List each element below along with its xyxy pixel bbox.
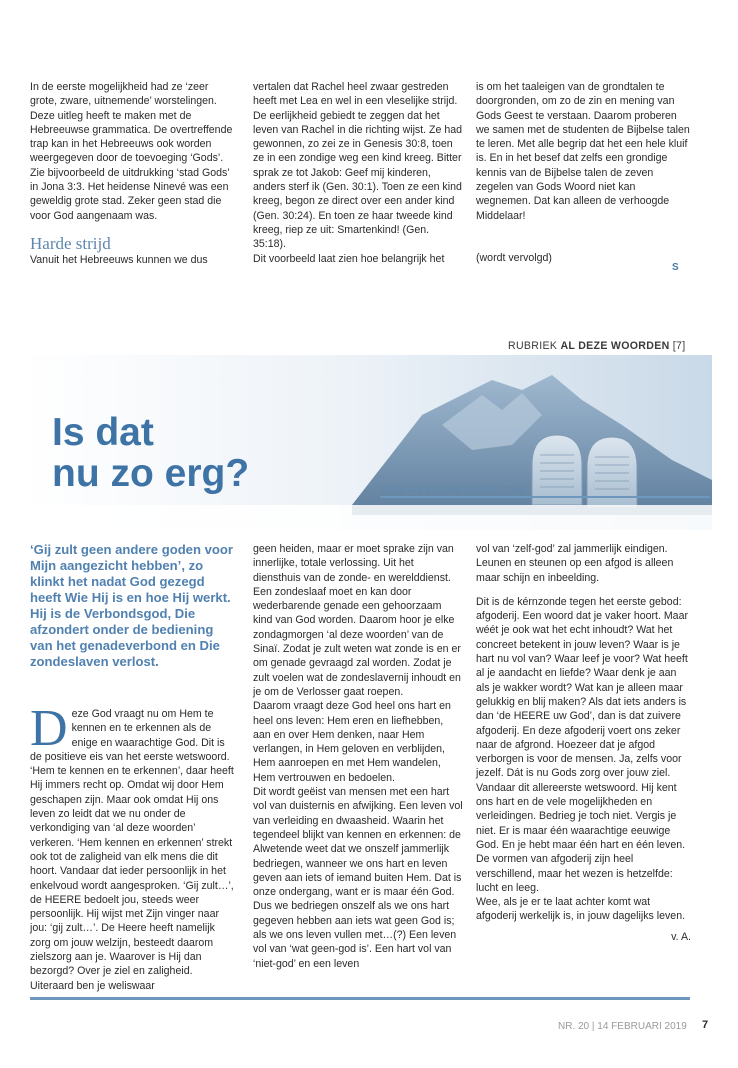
article-column-2 <box>253 542 463 971</box>
sub-heading: Harde strijd <box>30 233 111 253</box>
rubric-prefix: RUBRIEK <box>508 340 558 352</box>
article-column-3 <box>476 542 691 944</box>
article-intro: ‘Gij zult geen andere goden voor Mijn aangezicht hebben’, zo klinkt het nadat God gezegd heeft Wie Hij is en hoe Hij werkt. Hij is de Verbondsgod, Die afzondert onder de bediening van het genadeverbond en Die zondeslaven verlost. <box>30 542 233 669</box>
author: v. A. <box>671 930 691 943</box>
top-column-3 <box>476 80 690 265</box>
divider <box>30 997 690 1000</box>
rubric-label <box>508 340 685 352</box>
rubric-number: [7] <box>672 340 686 352</box>
paragraph: In de eerste mogelijkheid had ze ‘zeer grote, zware, uitnemende’ worstelingen. Deze uitleg heeft te maken met de Hebreeuwse grammatica. De overtreffende trap kan in het Hebreeuws ook worden weergegeven door de toevoeging ‘Gods’. Zie bijvoorbeeld de uitdrukking ‘stad Gods’ in Jona 3:3. Het heidense Ninevé was een geweldig grote stad. Zeker geen stad die voor God aangenaam was. <box>30 81 233 222</box>
page-title: Is dat nu zo erg? <box>52 411 250 495</box>
paragraph: vol van ‘zelf-god’ zal jammerlijk eindigen. Leunen en steunen op een afgod is alleen maar schijn en inbeelding. <box>476 543 674 584</box>
top-column-1 <box>30 80 238 267</box>
paragraph: Deze God vraagt nu om Hem te kennen en te erkennen als de enige en waarachtige God. Dit is de positieve eis van het eerste wetswoord. ‘Hem te kennen en te erkennen’, daar heeft Hij immers recht op. Omdat wij door Hem geschapen zijn. Maar ook omdat Hij ons leven zo leidt dat we nu onder de verkondiging van ‘al deze woorden’ verkeren. ‘Hem kennen en erkennen’ strekt ook tot de zaligheid van elk mens die dit hoort. Vandaar dat ieder persoonlijk in het enkelvoud wordt aangesproken. ‘Gij zult…’, de HEERE bedoelt jou, steeds weer persoonlijk. Hij wijst met Zijn vinger naar jou: ‘gij zult…’. De Heere heeft namelijk zorg om jouw welzijn, besteedt daarom zielszorg aan je. Waarover is Hij dan bezorgd? Over je ziel en zaligheid. Uiteraard ben je weliswaar <box>30 700 234 992</box>
article-column-1 <box>30 700 238 993</box>
divider <box>380 496 710 498</box>
paragraph: Wee, als je er te laat achter komt wat afgoderij werkelijk is, in jouw dagelijks leven. <box>476 896 686 923</box>
paragraph: Dit is de kérnzonde tegen het eerste gebod: afgoderij. Een woord dat je vaker hoort. Maar wéét je ook wat het echt inhoudt? Wat het concreet betekent in jouw leven? Waar is je hart nu vol van? Waar leef je voor? Wat heeft al je aandacht en liefde? Waar denk je aan als je wakker wordt? Wat kan je alleen maar gelukkig en blij maken? Als dat iets anders is dan ‘de HEERE uw God’, dan is dat zuivere afgoderij. En deze afgoderij voert ons zeker naar de afgrond. Hoezeer dat je afgod verborgen is voor de mensen. Ja, zelfs voor jezelf. Dát is nu Gods zorg over jouw ziel. Vandaar dit allereerste wetswoord. Hij kent ons hart en de vele mogelijkheden en verleidingen. Bedrieg je toch niet. Vergis je niet. Er is maar één waarachtige eeuwige God. En je hebt maar één hart en één leven. De vormen van afgoderij zijn heel verschillend, maar het wezen is hetzelfde: lucht en leeg. <box>476 595 688 894</box>
end-sign-icon: S <box>672 262 679 273</box>
paragraph: Vanuit het Hebreeuws kunnen we dus <box>30 253 208 266</box>
continued-note: (wordt vervolgd) <box>476 251 552 264</box>
top-column-2 <box>253 80 463 266</box>
page-number: 7 <box>702 1019 709 1031</box>
paragraph: Dit voorbeeld laat zien hoe belangrijk het <box>253 252 445 265</box>
paragraph: Daarom vraagt deze God heel ons hart en heel ons leven: Hem eren en liefhebben, aan en over Hem denken, naar Hem verlangen, in Hem geloven en verblijden, Hem aanroepen en met Hem wandelen, Hem vertrouwen en bedoelen. <box>253 700 451 784</box>
hero-subtitle: TIEN GEBODEN VOOR ONS <box>380 484 525 494</box>
paragraph: geen heiden, maar er moet sprake zijn van innerlijke, totale verlossing. Uit het diensthuis van de zonde- en werelddienst. Een zondeslaaf moet en kan door wederbarende genade een gehoorzaam kind van God worden. Daarom hoor je elke zondagmorgen ‘al deze woorden’ van de Sinaï. Zodat je zult weten wat zonde is en er om genade gevraagd zal worden. Zodat je zult voelen wat de zondeslavernij inhoudt en je om de Verlosser gaat roepen. <box>253 543 461 698</box>
rubric-name: AL DEZE WOORDEN <box>560 340 670 352</box>
paragraph: Dit wordt geëist van mensen met een hart vol van duisternis en afwijking. Een leven vol van verleiding en dwaasheid. Waarin het tegendeel blijkt van kennen en erkennen: de Alwetende weet dat we onszelf jammerlijk bedriegen, wanneer we ons hart en leven geven aan iets of iemand buiten Hem. Dat is onze ondergang, want er is maar één God. Dus we bedriegen onszelf als we ons hart gegeven hebben aan iets wat geen God is; als we ons leven vullen met…(?) Een leven vol van ‘wat geen-god is’. Een hart vol van ‘niet-god’ en een leven <box>253 786 463 970</box>
paragraph: vertalen dat Rachel heel zwaar gestreden heeft met Lea en wel in een vleselijke strijd. De eerlijkheid gebiedt te zeggen dat het leven van Rachel in die richting wijst. Ze had gewonnen, zo zei ze in Genesis 30:8, toen ze in een zondige weg een kind kreeg. Bitter sprak ze tot Jakob: Geef mij kinderen, anders sterf ik (Gen. 30:1). Toen ze een kind kreeg, begon ze direct over een ander kind (Gen. 30:24). En toen ze haar tweede kind kreeg, riep ze uit: Smartenkind! (Gen. 35:18). <box>253 81 463 251</box>
paragraph: is om het taaleigen van de grondtalen te doorgronden, om zo de zin en mening van Gods Geest te verstaan. Daarom proberen we samen met de studenten de Bijbelse talen te leren. Met alle begrip dat het een hele kluif is. En in het besef dat zelfs een grondige kennis van de Bijbelse talen de zeven zegelen van Gods Woord niet kan wegnemen. Dat kan alleen de verhoogde Middelaar! <box>476 81 690 222</box>
issue-info: NR. 20 | 14 FEBRUARI 2019 <box>558 1021 687 1032</box>
drop-cap: D <box>30 700 68 757</box>
